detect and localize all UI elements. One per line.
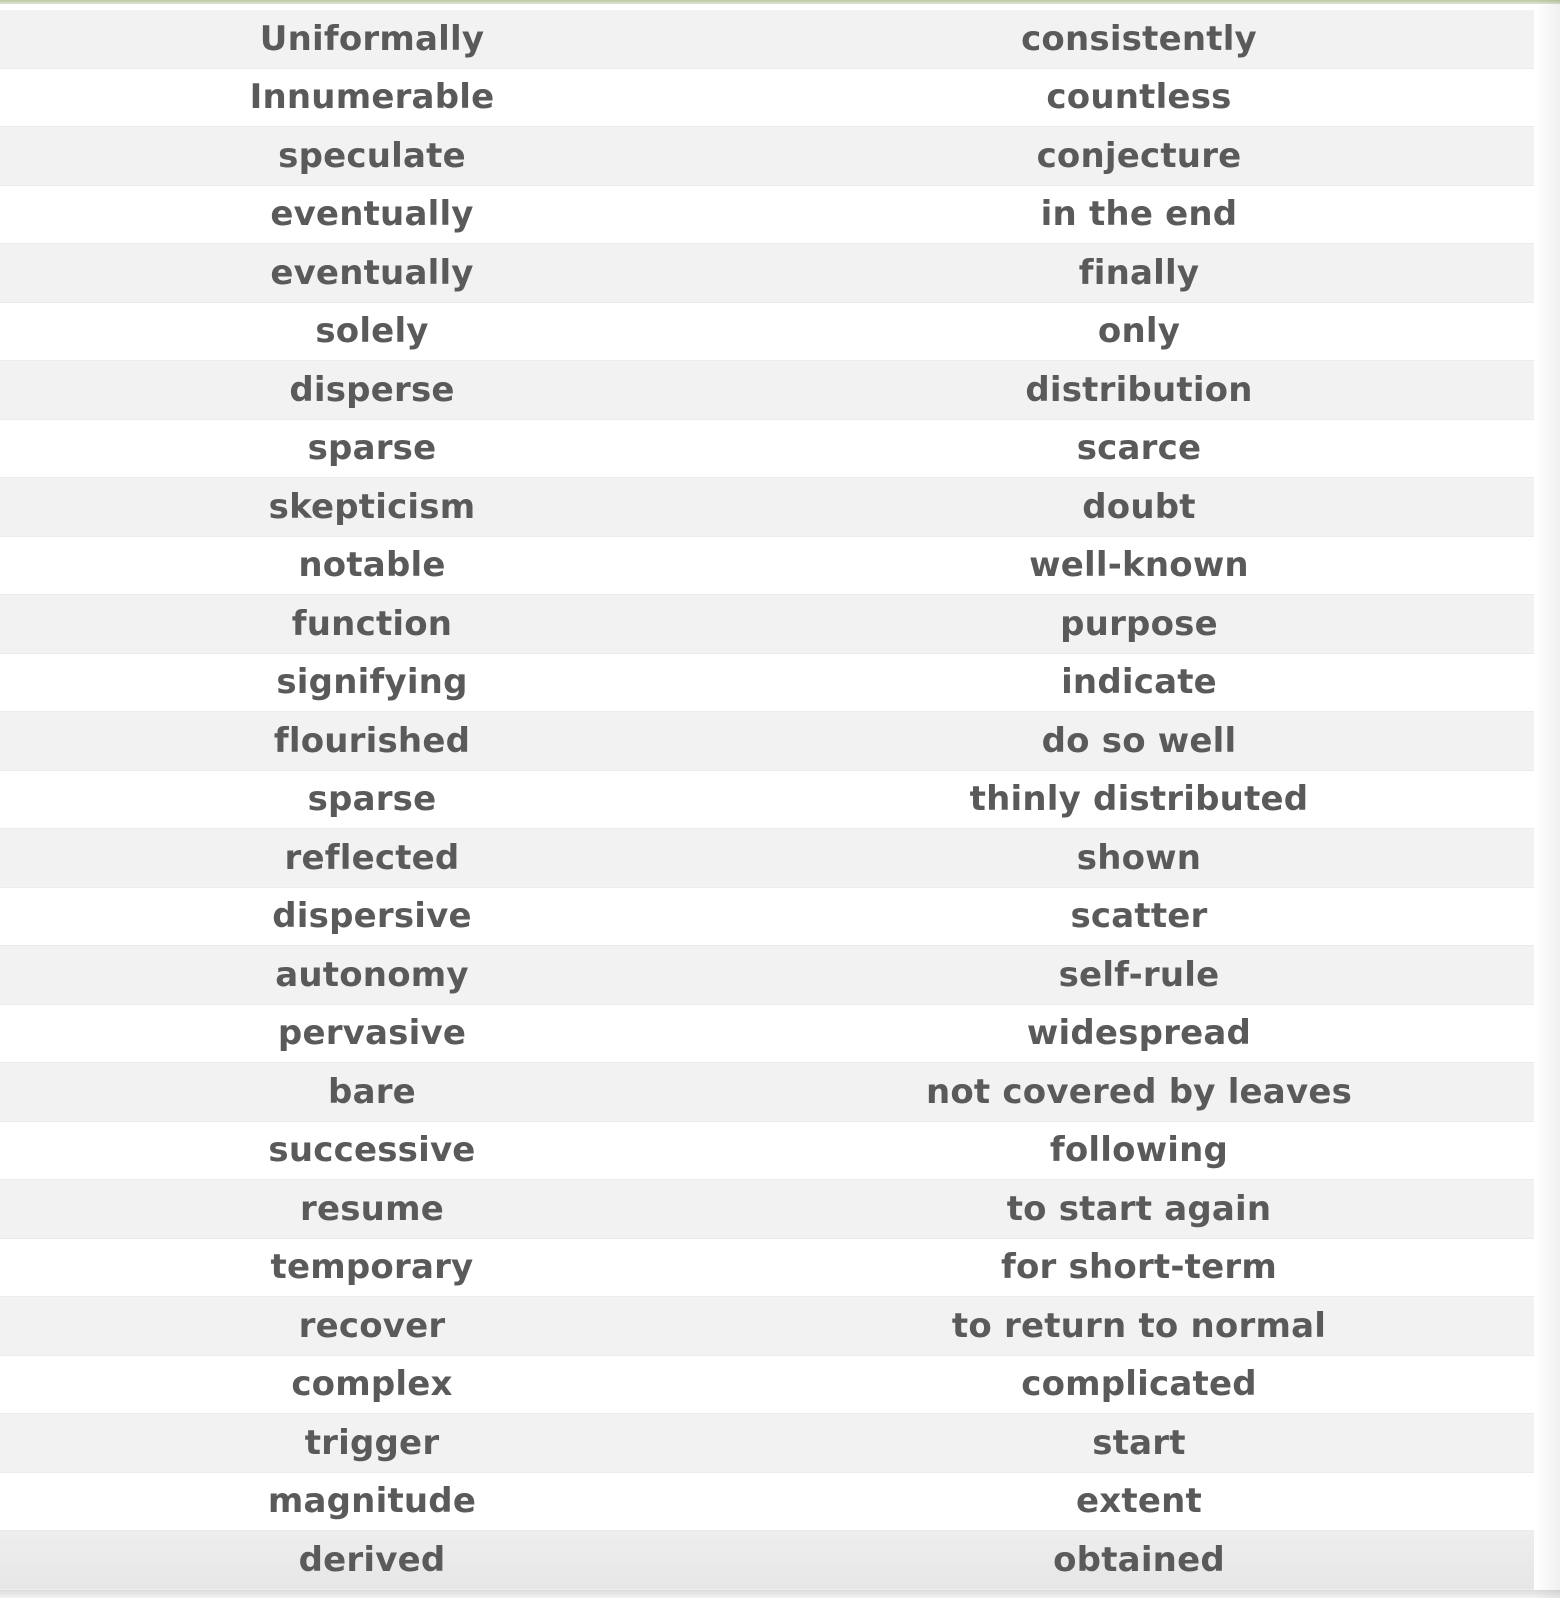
table-row — [0, 1356, 1534, 1415]
synonym-cell: doubt — [1082, 486, 1196, 527]
synonym-cell: purpose — [1060, 603, 1218, 644]
top-border — [0, 0, 1560, 4]
synonym-cell: well-known — [1029, 545, 1249, 586]
word-cell: derived — [298, 1539, 446, 1580]
table-row — [0, 1122, 1534, 1181]
word-cell: eventually — [270, 194, 474, 235]
table-row — [0, 127, 1534, 186]
synonym-cell: scatter — [1070, 896, 1208, 937]
word-cell: notable — [298, 545, 446, 586]
table-row — [0, 420, 1534, 479]
synonym-cell: to return to normal — [951, 1305, 1327, 1346]
word-cell: speculate — [278, 135, 466, 176]
synonym-cell: self-rule — [1058, 954, 1220, 995]
word-cell: sparse — [307, 779, 437, 820]
synonym-cell: start — [1092, 1422, 1186, 1463]
word-cell: skepticism — [268, 486, 476, 527]
word-cell: recover — [298, 1305, 446, 1346]
table-row — [0, 1063, 1534, 1122]
table-row — [0, 69, 1534, 128]
word-cell: temporary — [270, 1247, 474, 1288]
table-row — [0, 303, 1534, 362]
synonym-cell: countless — [1046, 77, 1232, 118]
synonym-cell: finally — [1078, 252, 1200, 293]
word-cell: solely — [315, 311, 429, 352]
word-cell: dispersive — [272, 896, 472, 937]
table-row — [0, 1239, 1534, 1298]
word-cell: signifying — [276, 662, 468, 703]
synonym-cell: to start again — [1006, 1188, 1272, 1229]
bottom-edge — [0, 1590, 1560, 1598]
word-cell: complex — [291, 1364, 453, 1405]
right-edge-shadow — [1534, 0, 1560, 1598]
synonym-cell: do so well — [1041, 720, 1237, 761]
table-row — [0, 478, 1534, 537]
word-cell: magnitude — [267, 1481, 477, 1522]
word-cell: sparse — [307, 428, 437, 469]
vocabulary-table — [0, 10, 1534, 1590]
table-row — [0, 1180, 1534, 1239]
synonym-cell: not covered by leaves — [925, 1071, 1353, 1112]
word-cell: function — [291, 603, 453, 644]
synonym-cell: consistently — [1021, 18, 1257, 59]
table-row — [0, 1473, 1534, 1532]
word-cell: eventually — [270, 252, 474, 293]
synonym-cell: indicate — [1061, 662, 1217, 703]
word-cell: reflected — [284, 837, 460, 878]
table-row — [0, 1005, 1534, 1064]
table-row — [0, 888, 1534, 947]
synonym-cell: obtained — [1053, 1539, 1225, 1580]
word-cell: trigger — [304, 1422, 440, 1463]
word-cell: Uniformally — [259, 18, 485, 59]
synonym-cell: shown — [1076, 837, 1202, 878]
table-row — [0, 771, 1534, 830]
table-row — [0, 1297, 1534, 1356]
table-row — [0, 946, 1534, 1005]
table-row — [0, 1531, 1534, 1590]
table-row — [0, 537, 1534, 596]
synonym-cell: extent — [1076, 1481, 1202, 1522]
table-row — [0, 1414, 1534, 1473]
synonym-cell: for short-term — [1001, 1247, 1277, 1288]
synonym-cell: in the end — [1040, 194, 1238, 235]
synonym-cell: following — [1049, 1130, 1229, 1171]
synonym-cell: complicated — [1021, 1364, 1257, 1405]
synonym-cell: only — [1097, 311, 1181, 352]
word-cell: flourished — [273, 720, 471, 761]
table-row — [0, 654, 1534, 713]
synonym-cell: widespread — [1026, 1013, 1252, 1054]
synonym-cell: conjecture — [1036, 135, 1242, 176]
table-row — [0, 10, 1534, 69]
synonym-cell: thinly distributed — [969, 779, 1309, 820]
table-row — [0, 244, 1534, 303]
word-cell: Innumerable — [249, 77, 495, 118]
synonym-cell: scarce — [1076, 428, 1202, 469]
word-cell: successive — [268, 1130, 476, 1171]
word-cell: disperse — [289, 369, 455, 410]
word-cell: pervasive — [277, 1013, 467, 1054]
table-row — [0, 712, 1534, 771]
synonym-cell: distribution — [1025, 369, 1253, 410]
word-cell: bare — [328, 1071, 416, 1112]
word-cell: resume — [300, 1188, 444, 1229]
table-row — [0, 829, 1534, 888]
table-row — [0, 595, 1534, 654]
table-row — [0, 361, 1534, 420]
word-cell: autonomy — [275, 954, 469, 995]
table-row — [0, 186, 1534, 245]
